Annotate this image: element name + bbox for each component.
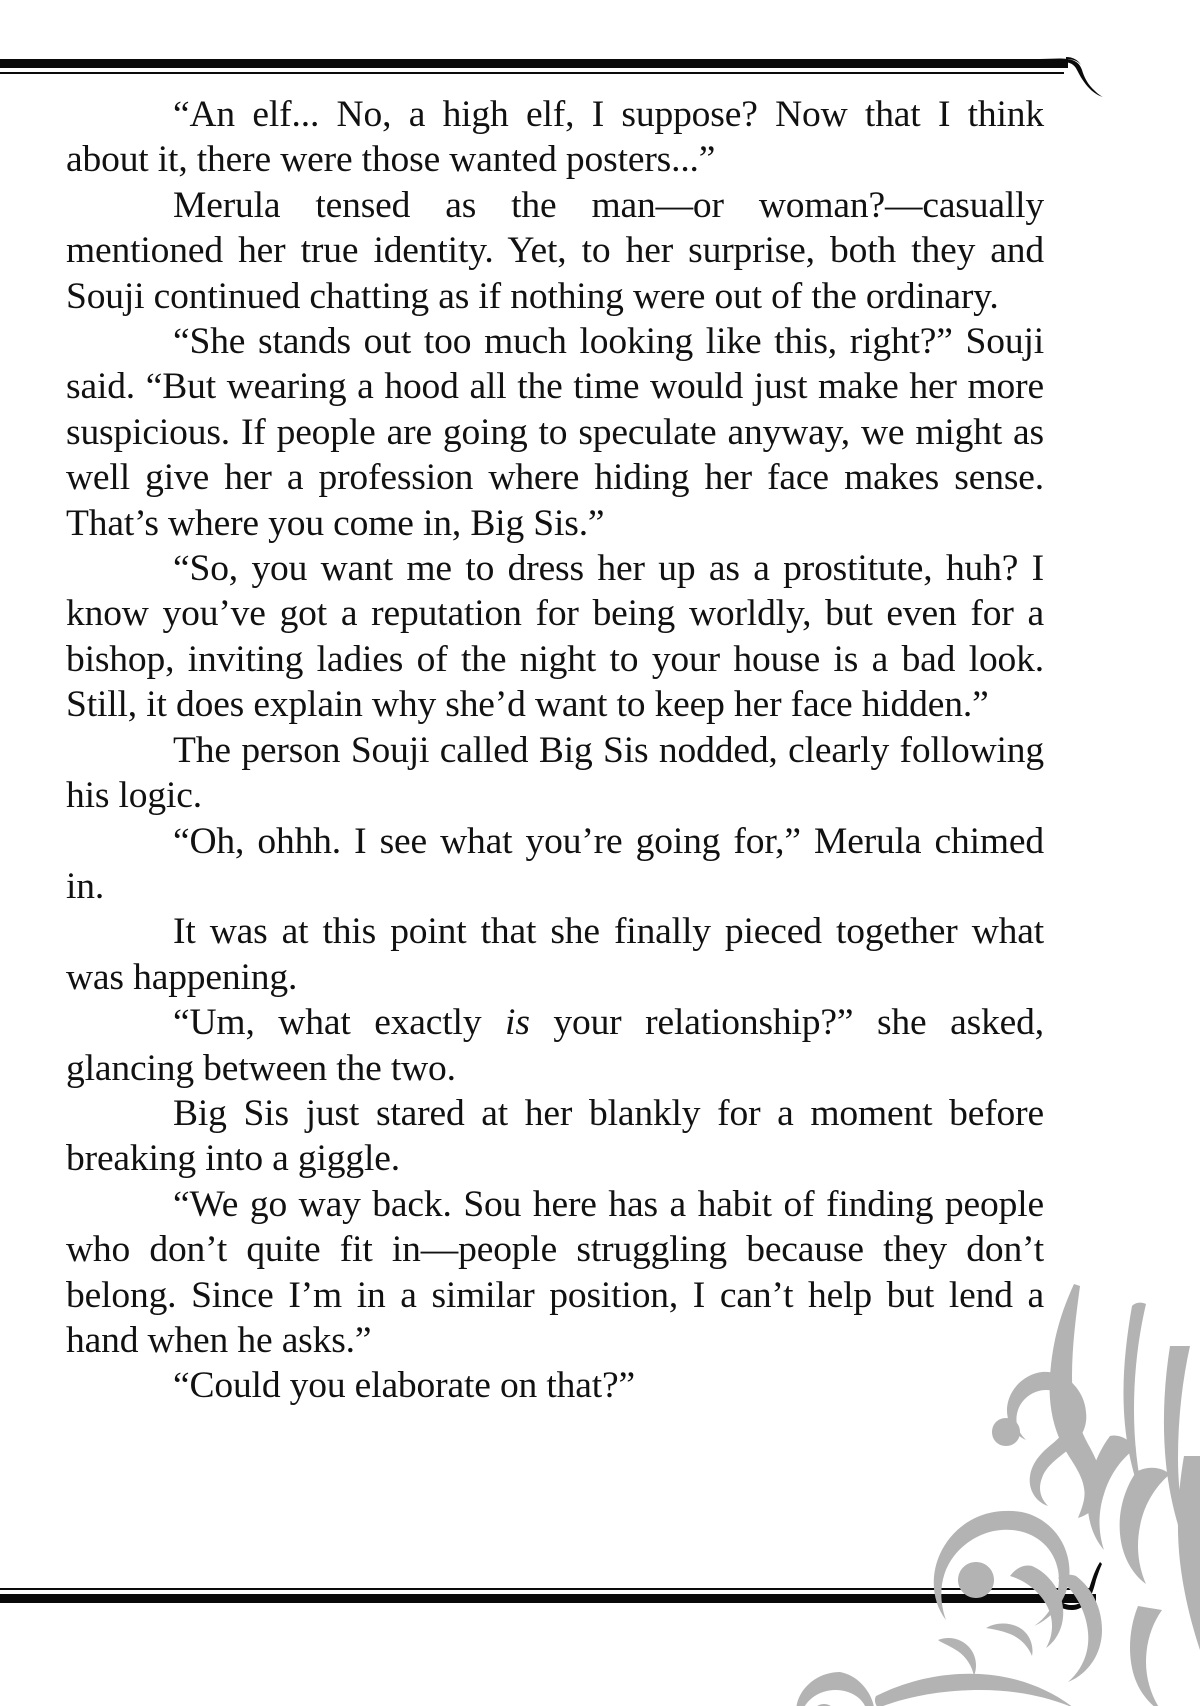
body-paragraph: “Oh, ohhh. I see what you’re going for,” Merula chimed in. — [66, 820, 1044, 907]
top-rule-thick-bar — [0, 59, 1068, 68]
body-paragraph: Merula tensed as the man—or woman?—casually mentioned her true identity. Yet, to her surprise, both they and Souji continued chatting as if nothing were out of the ordinary. — [66, 184, 1044, 317]
bottom-rule-thin-bar — [0, 1588, 1092, 1590]
page-body-text — [66, 92, 1044, 1409]
body-paragraph: “We go way back. Sou here has a habit of finding people who don’t quite fit in—people struggling because they don’t belong. Since I’m in a similar position, I can’t help but lend a hand when he asks.” — [66, 1183, 1044, 1361]
body-paragraph: “An elf... No, a high elf, I suppose? Now that I think about it, there were those wanted posters...” — [66, 94, 1044, 181]
top-horizontal-rule — [0, 56, 1072, 78]
body-paragraph: “Um, what exactly is your relationship?” she asked, glancing between the two. — [66, 1002, 1045, 1089]
bottom-rule-thick-bar — [0, 1594, 1096, 1603]
emphasis-text: is — [505, 1002, 530, 1044]
top-rule-flourish — [1040, 48, 1120, 98]
body-paragraph: “She stands out too much looking like this, right?” Souji said. “But wearing a hood all the time would just make her more suspicious. If people are going to speculate anyway, we might as well give her a profession where hiding her face makes sense. That’s where you come in, Big Sis.” — [66, 321, 1044, 544]
body-paragraph: It was at this point that she finally pieced together what was happening. — [66, 911, 1044, 998]
body-paragraph: The person Souji called Big Sis nodded, clearly following his logic. — [66, 729, 1044, 817]
top-rule-thin-bar — [0, 72, 1064, 74]
body-paragraph: Big Sis just stared at her blankly for a moment before breaking into a giggle. — [66, 1092, 1044, 1180]
body-paragraph: “Could you elaborate on that?” — [173, 1365, 635, 1407]
bottom-rule-flourish — [1062, 1562, 1132, 1618]
bottom-horizontal-rule — [0, 1586, 1100, 1608]
body-paragraph: “So, you want me to dress her up as a prostitute, huh? I know you’ve got a reputation for being worldly, but even for a bishop, inviting ladies of the night to your house is a bad look. Still, it does explain why she’d want to keep her face hidden.” — [66, 548, 1044, 726]
